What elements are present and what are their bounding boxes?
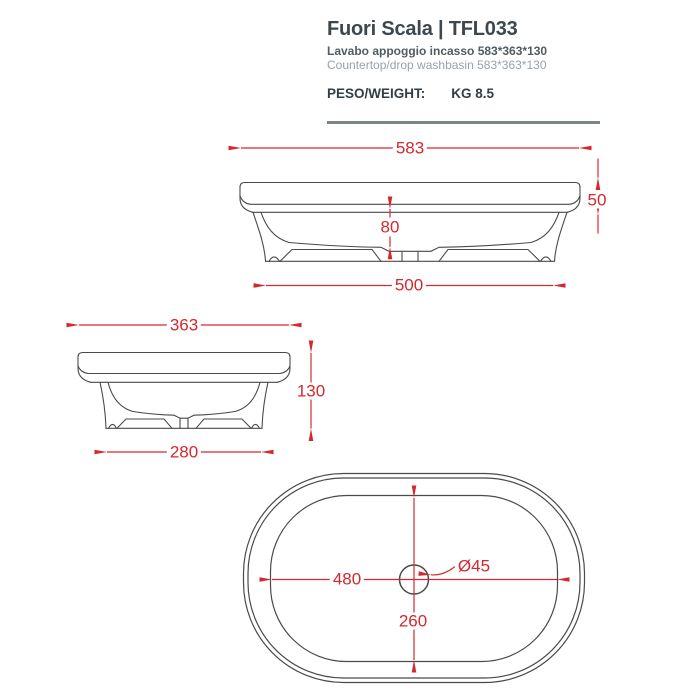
dim-label-inner-length: 480 [330,571,364,588]
dim-label-inner-width: 260 [396,613,430,630]
dim-label-base-width: 500 [392,277,426,294]
dim-label-side-depth: 363 [167,317,201,334]
dim-label-inner-depth: 80 [378,219,403,236]
dim-label-base-depth: 280 [167,444,201,461]
dim-leader-drain [431,567,455,575]
page-title: Fuori Scala | TFL033 [327,18,518,40]
weight-label: PESO/WEIGHT: [327,86,426,101]
front-section-view [240,183,580,262]
weight-value: KG 8.5 [451,86,495,101]
side-section-view [78,353,290,429]
dim-label-drain-diameter: Ø45 [455,558,493,575]
subtitle-english: Countertop/drop washbasin 583*363*130 [327,58,547,72]
subtitle-italian: Lavabo appoggio incasso 583*363*130 [327,44,548,58]
dim-label-rim-height: 50 [585,192,610,209]
dim-label-side-height: 130 [294,383,328,400]
dim-label-front-width: 583 [393,140,427,157]
